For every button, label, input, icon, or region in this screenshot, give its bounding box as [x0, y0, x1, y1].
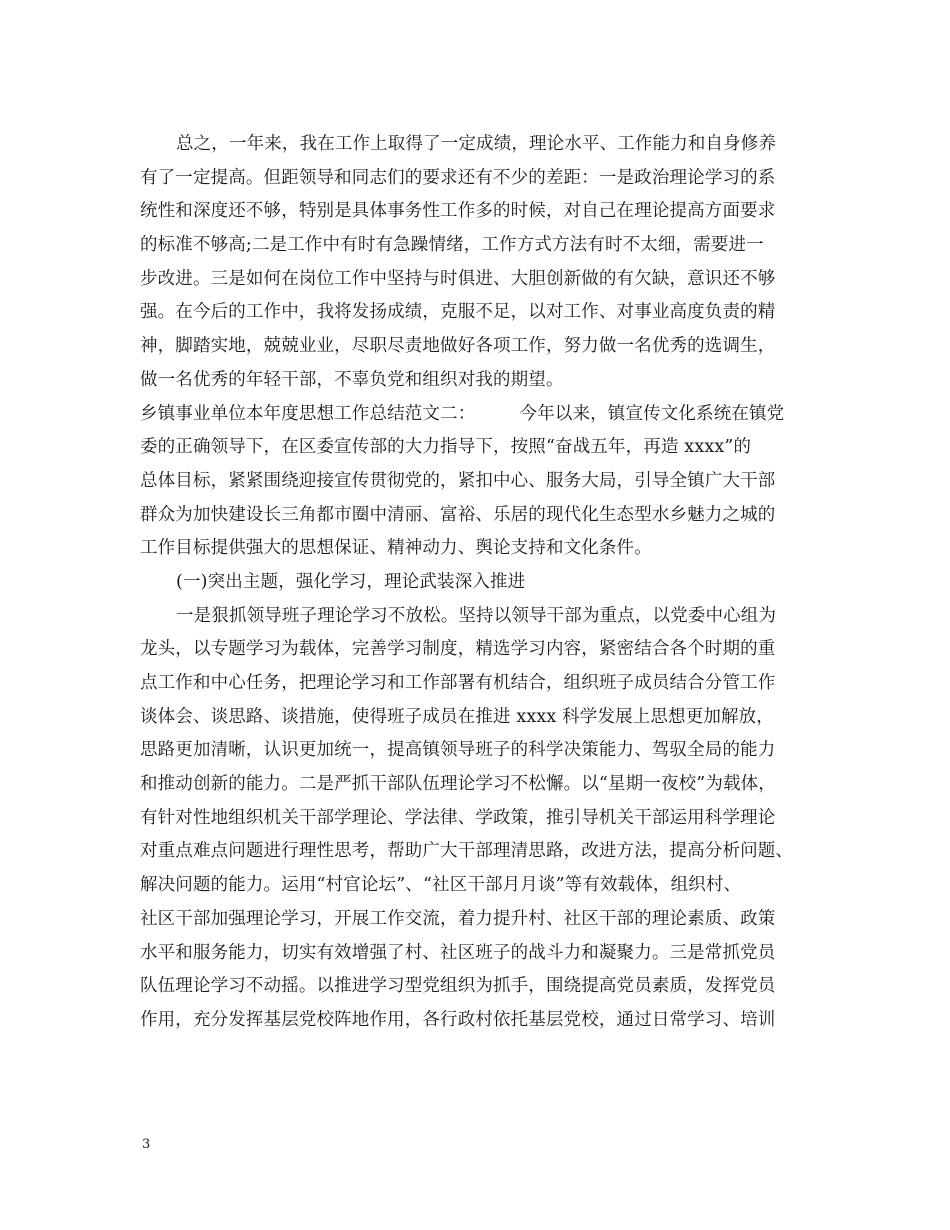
page-number: 3 — [142, 1137, 151, 1152]
text-line: 一是狠抓领导班子理论学习不放松。坚持以领导干部为重点，以党委中心组为 — [176, 605, 777, 626]
text-line: 有针对性地组织机关干部学理论、学法律、学政策，推引导机关干部运用科学理论 — [140, 807, 776, 828]
text-line: 群众为加快建设长三角都市圈中清丽、富裕、乐居的现代化生态型水乡魅力之城的 — [140, 504, 776, 525]
text-line: 步改进。三是如何在岗位工作中坚持与时俱进、大胆创新做的有欠缺，意识还不够 — [140, 268, 776, 289]
text-line: 水平和服务能力，切实有效增强了村、社区班子的战斗力和凝聚力。三是常抓党员 — [140, 942, 776, 963]
text-line: 龙头，以专题学习为载体，完善学习制度，精选学习内容，紧密结合各个时期的重 — [140, 639, 776, 660]
text-line: 和推动创新的能力。二是严抓干部队伍理论学习不松懈。以“星期一夜校”为载体， — [140, 774, 776, 795]
text-line: 强。在今后的工作中，我将发扬成绩，克服不足，以对工作、对事业高度负责的精 — [140, 302, 776, 323]
text-line: 工作目标提供强大的思想保证、精神动力、舆论支持和文化条件。 — [140, 538, 652, 559]
text-line: 总之，一年来，我在工作上取得了一定成绩，理论水平、工作能力和自身修养 — [176, 134, 777, 154]
text-line: 的标准不够高;二是工作中有时有急躁情绪，工作方式方法有时不太细，需要进一 — [140, 235, 764, 256]
text-line: 队伍理论学习不动摇。以推进学习型党组织为抓手，围绕提高党员素质，发挥党员 — [140, 976, 776, 997]
section-heading: (一)突出主题，强化学习，理论武装深入推进 — [176, 571, 526, 592]
text-line: 点工作和中心任务，把理论学习和工作部署有机结合，组织班子成员结合分管工作 — [140, 673, 776, 693]
text-line: 社区干部加强理论学习，开展工作交流，着力提升村、社区干部的理论素质、政策 — [140, 908, 776, 929]
text-line: 委的正确领导下，在区委宣传部的大力指导下，按照“奋战五年，再造 xxxx”的 — [140, 437, 752, 458]
text-line: 乡镇事业单位本年度思想工作总结范文二： 今年以来，镇宣传文化系统在镇党 — [140, 403, 785, 424]
text-line: 有了一定提高。但距领导和同志们的要求还有不少的差距：一是政治理论学习的系 — [140, 167, 776, 188]
text-line: 作用，充分发挥基层党校阵地作用，各行政村依托基层党校，通过日常学习、培训 — [140, 1009, 776, 1030]
body-text — [140, 128, 816, 1038]
text-line: 总体目标，紧紧围绕迎接宣传贯彻党的，紧扣中心、服务大局，引导全镇广大干部 — [140, 470, 776, 491]
text-line: 统性和深度还不够，特别是具体事务性工作多的时候，对自己在理论提高方面要求 — [140, 201, 776, 222]
text-line: 神，脚踏实地，兢兢业业，尽职尽责地做好各项工作，努力做一名优秀的选调生， — [140, 336, 776, 357]
text-line: 解决问题的能力。运用“村官论坛”、“社区干部月月谈”等有效载体，组织村、 — [140, 875, 742, 896]
text-line: 思路更加清晰，认识更加统一，提高镇领导班子的科学决策能力、驾驭全局的能力 — [140, 740, 776, 761]
text-line: 对重点难点问题进行理性思考，帮助广大干部理清思路，改进方法，提高分析问题、 — [140, 841, 794, 862]
text-line: 谈体会、谈思路、谈措施，使得班子成员在推进 xxxx 科学发展上思想更加解放， — [140, 706, 774, 727]
text-line: 做一名优秀的年轻干部，不辜负党和组织对我的期望。 — [140, 369, 564, 390]
